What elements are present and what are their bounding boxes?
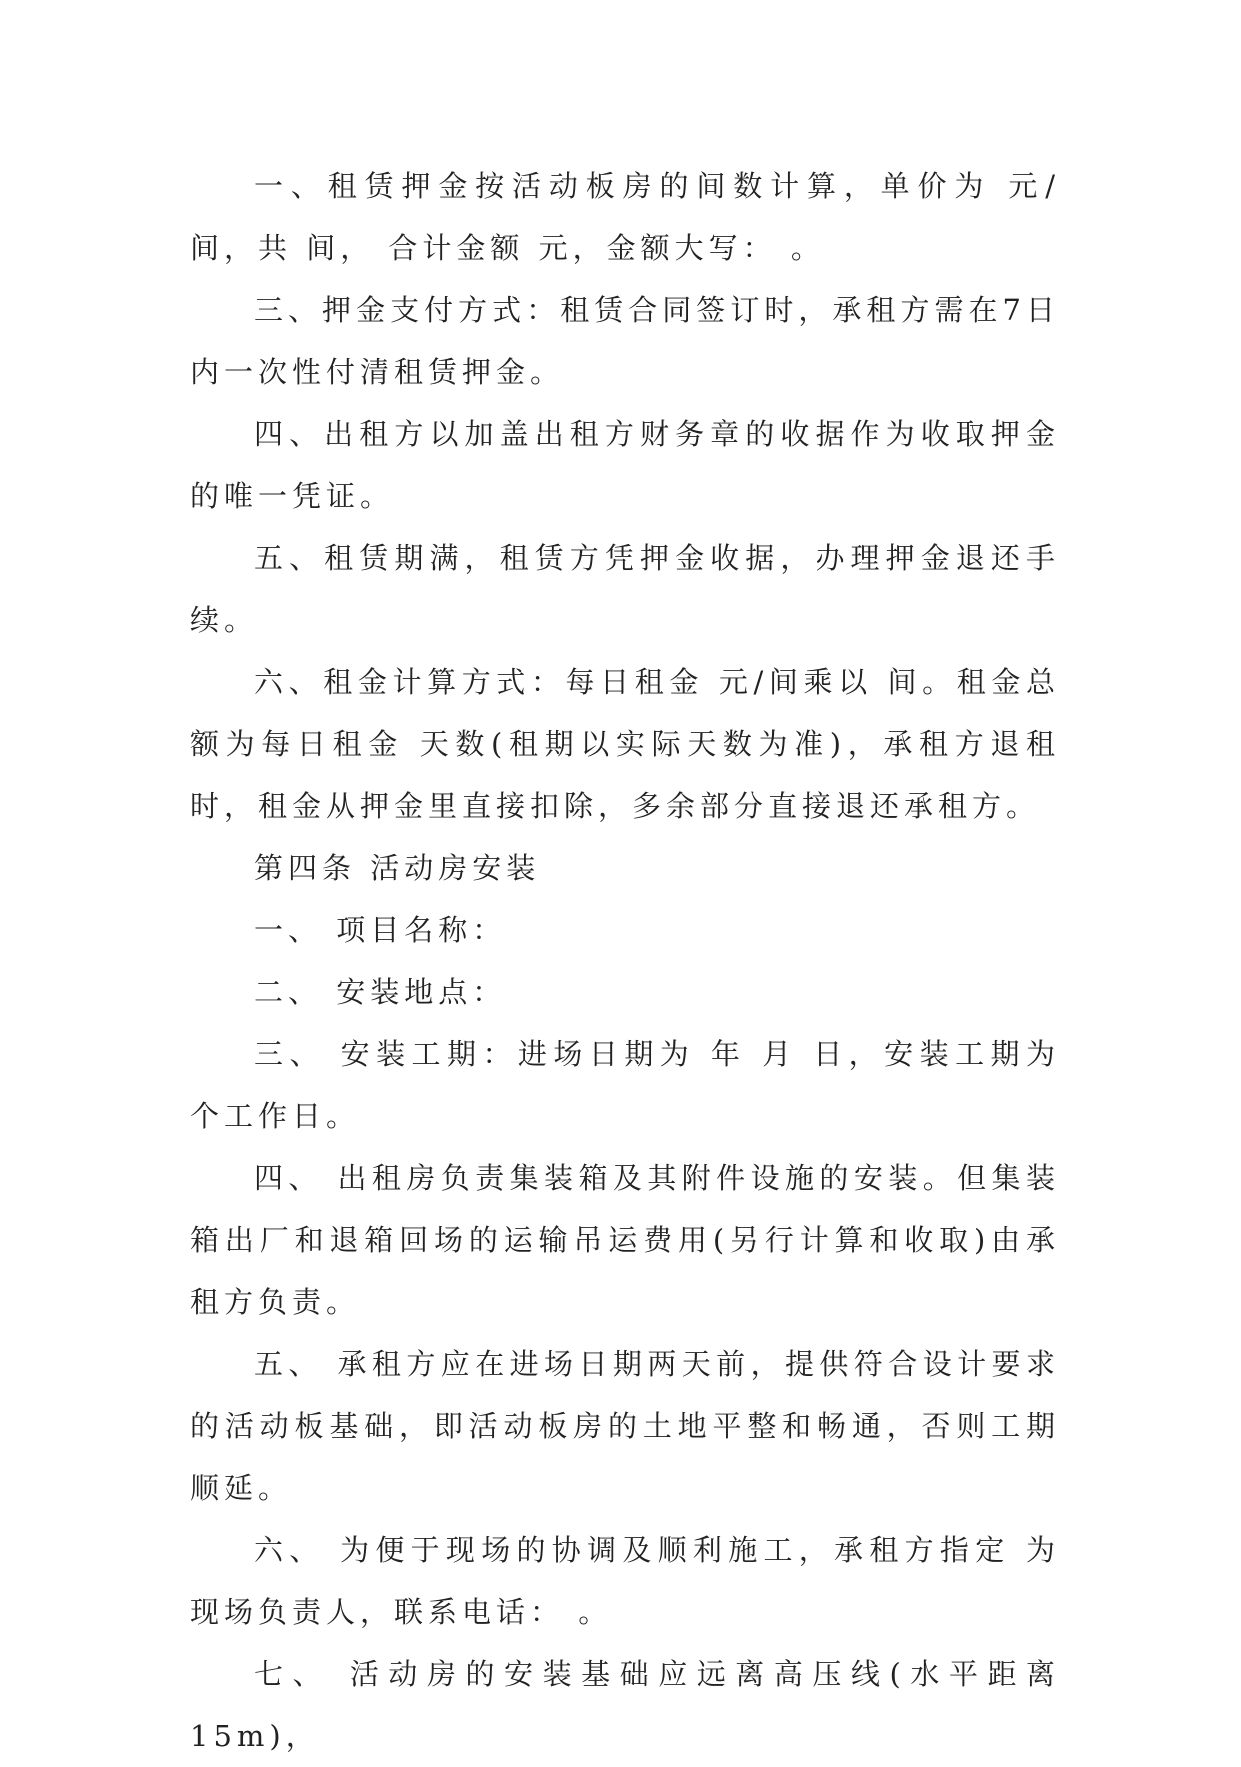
- clause-deposit-payment: 三、押金支付方式：租赁合同签订时，承租方需在7日内一次性付清租赁押金。: [190, 293, 1060, 389]
- item-project-name: 一、 项目名称：: [254, 913, 507, 947]
- clause-deposit-receipt: 四、出租方以加盖出租方财务章的收据作为收取押金的唯一凭证。: [190, 417, 1060, 513]
- item-foundation-preparation: 五、 承租方应在进场日期两天前，提供符合设计要求的活动板基础，即活动板房的土地平整和畅通，否则工期顺延。: [190, 1347, 1060, 1505]
- clause-deposit-refund: 五、租赁期满，租赁方凭押金收据，办理押金退还手续。: [190, 541, 1060, 637]
- item-install-location: 二、 安装地点：: [254, 975, 507, 1009]
- item-high-voltage-distance: 七、 活动房的安装基础应远离高压线(水平距离15m)，: [190, 1657, 1060, 1753]
- article-four-heading: 第四条 活动房安装: [254, 851, 541, 885]
- item-site-contact: 六、 为便于现场的协调及顺利施工，承租方指定 为现场负责人，联系电话： 。: [190, 1533, 1060, 1629]
- item-install-period: 三、 安装工期：进场日期为 年 月 日，安装工期为 个工作日。: [190, 1037, 1060, 1133]
- clause-rent-calculation: 六、租金计算方式：每日租金 元/间乘以 间。租金总额为每日租金 天数(租期以实际天数为准)，承租方退租时，租金从押金里直接扣除，多余部分直接退还承租方。: [190, 665, 1060, 823]
- clause-deposit-calculation: 一、租赁押金按活动板房的间数计算，单价为 元/间，共 间， 合计金额 元，金额大写： 。: [190, 169, 1060, 265]
- contract-body: [190, 155, 1060, 1767]
- item-lessor-installation: 四、 出租房负责集装箱及其附件设施的安装。但集装箱出厂和退箱回场的运输吊运费用(另行计算和收取)由承租方负责。: [190, 1161, 1060, 1319]
